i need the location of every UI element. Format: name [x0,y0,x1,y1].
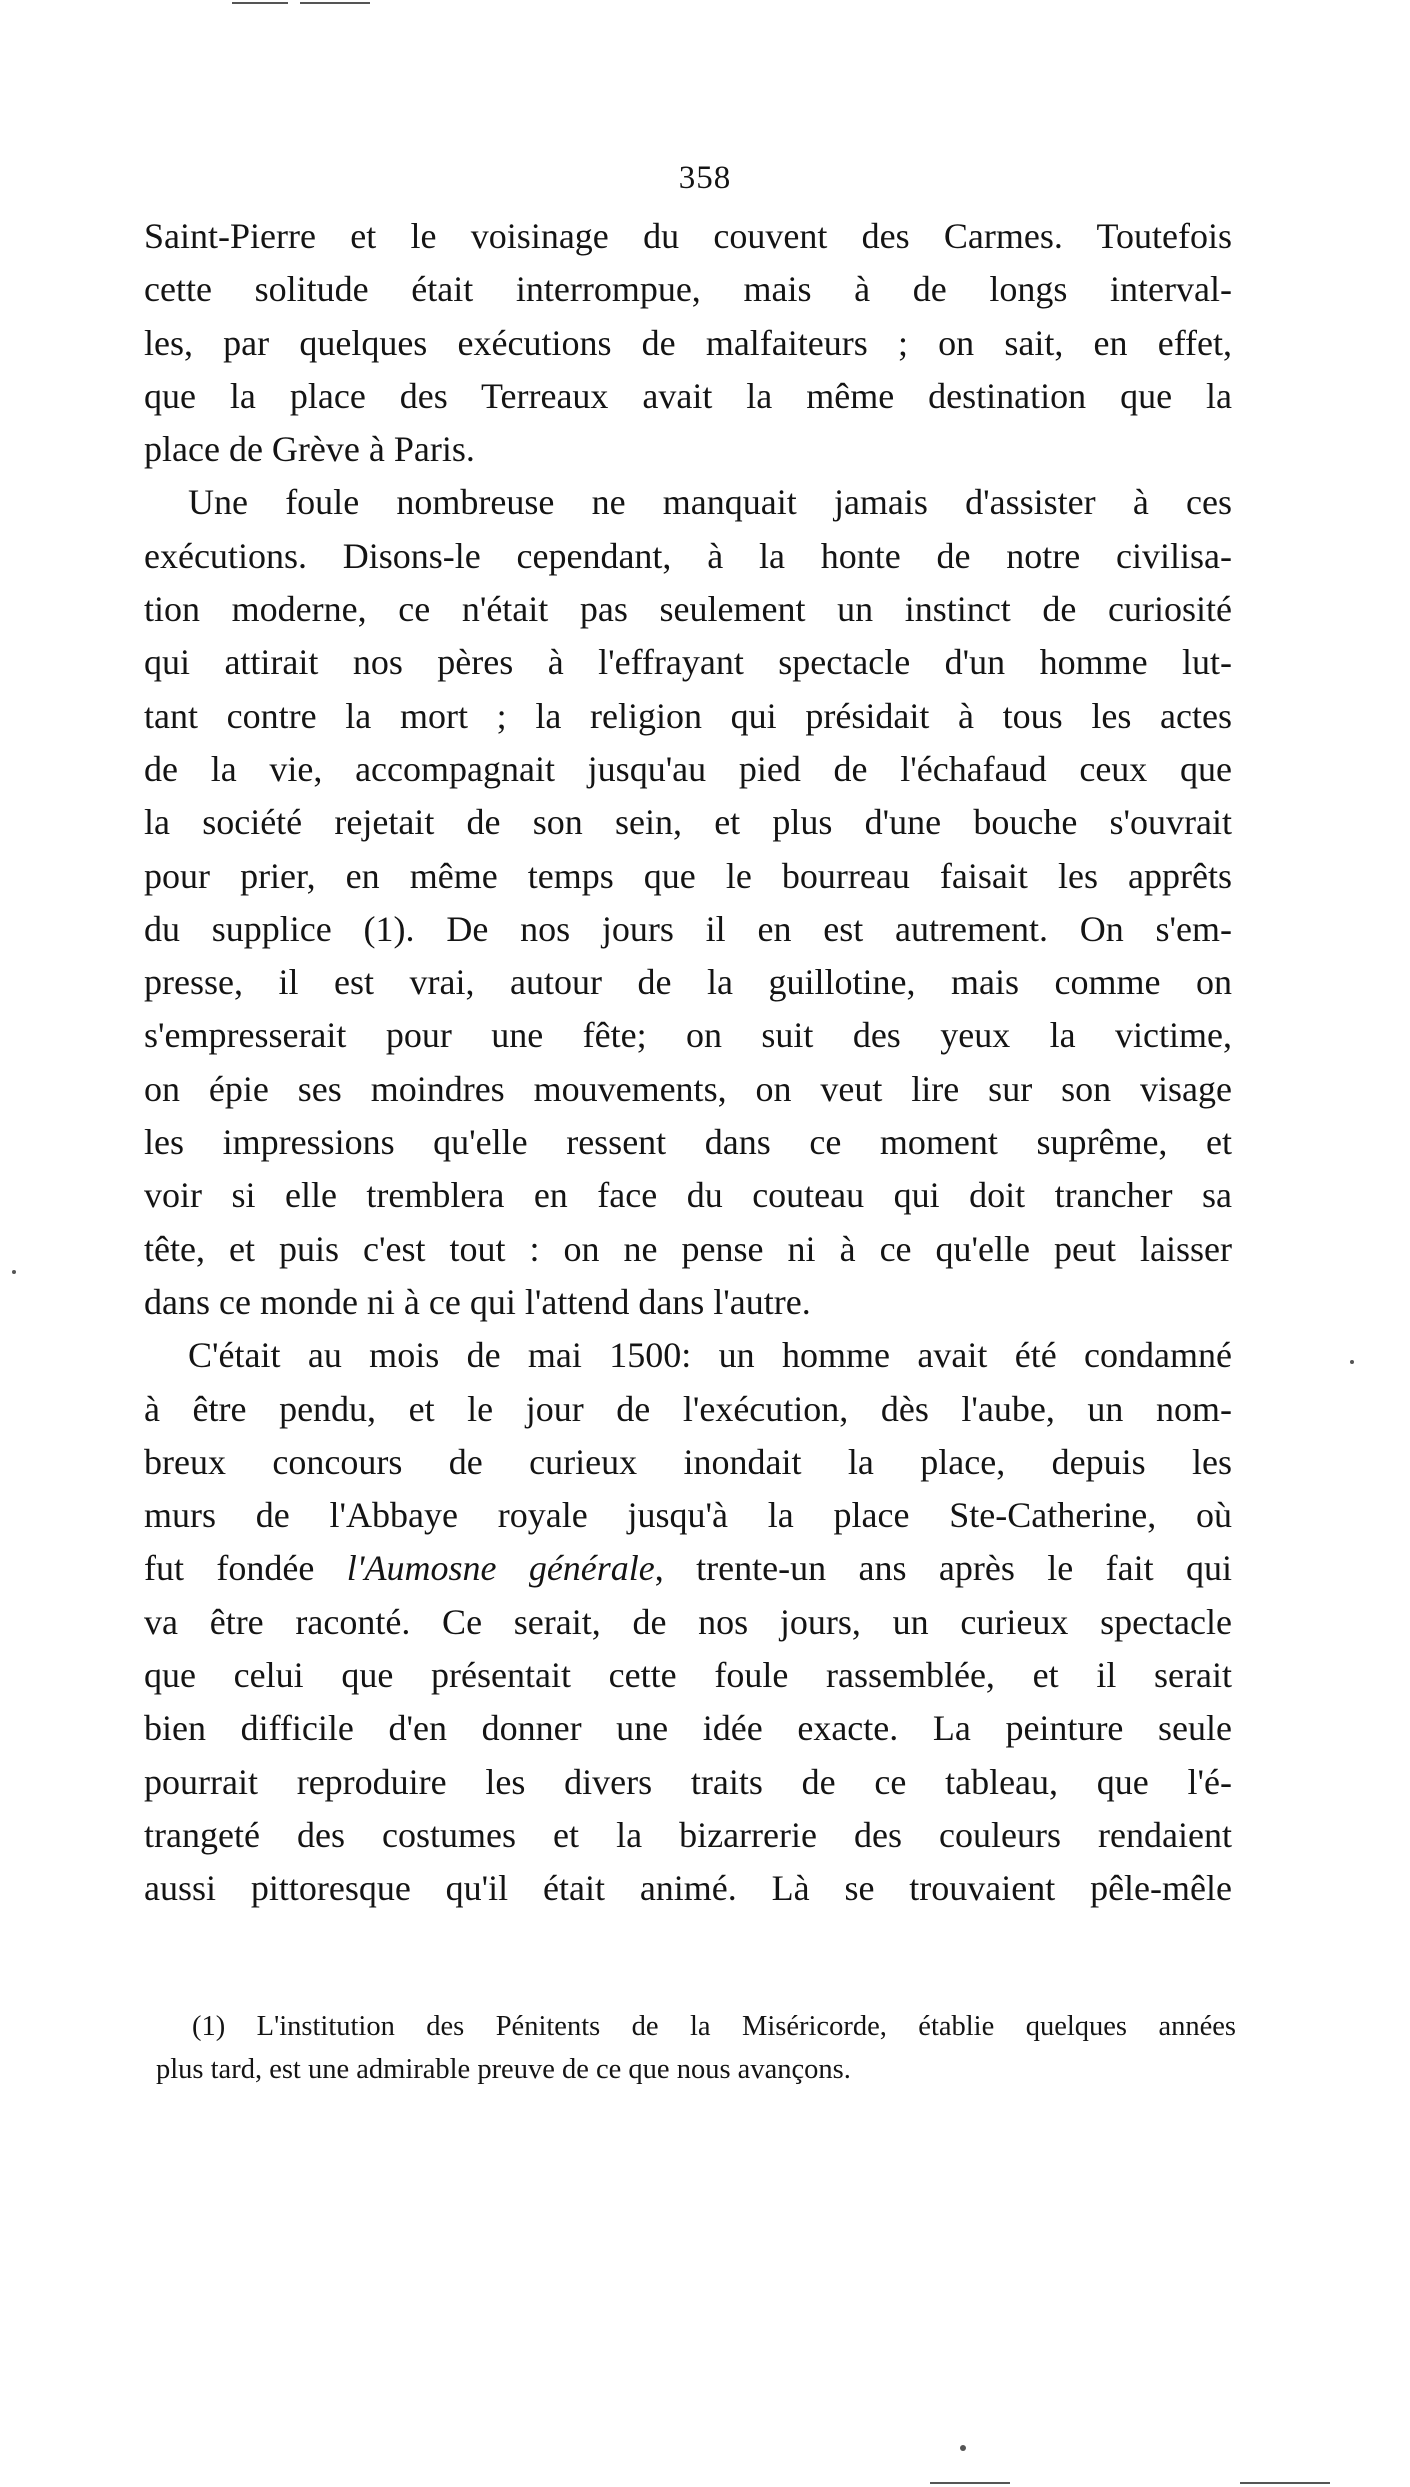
text-line: tion moderne, ce n'était pas seulement un instinct de curiosité [144,589,1232,630]
text-line: va être raconté. Ce serait, de nos jours, un curieux spectacle [144,1601,1232,1642]
text-line: presse, il est vrai, autour de la guillotine, mais comme on [144,962,1232,1003]
text-line: bien difficile d'en donner une idée exacte. La peinture seule [144,1708,1232,1749]
text-line: les impressions qu'elle ressent dans ce moment suprême, et [144,1122,1232,1163]
text-line: place de Grève à Paris. [144,429,475,470]
scan-mark [232,2,288,4]
text-line: trangeté des costumes et la bizarrerie des couleurs rendaient [144,1814,1232,1855]
text-line: pourrait reproduire les divers traits de ce tableau, que l'é- [144,1761,1232,1802]
text-line: que la place des Terreaux avait la même destination que la [144,375,1232,416]
text-line: tête, et puis c'est tout : on ne pense ni à ce qu'elle peut laisser [144,1228,1232,1269]
footnote-line: plus tard, est une admirable preuve de ce que nous avançons. [156,2054,851,2085]
text-line: s'empresserait pour une fête; on suit des yeux la victime, [144,1015,1232,1056]
text-line: dans ce monde ni à ce qui l'attend dans l'autre. [144,1281,811,1322]
text-line: voir si elle tremblera en face du couteau qui doit trancher sa [144,1175,1232,1216]
body-text [144,210,1232,1916]
text-line: du supplice (1). De nos jours il en est autrement. On s'em- [144,908,1232,949]
scan-mark [1240,2482,1330,2484]
text-segment: fut fondée [144,1548,315,1589]
text-line: à être pendu, et le jour de l'exécution, dès l'aube, un nom- [144,1388,1232,1429]
text-line: on épie ses moindres mouvements, on veut lire sur son visage [144,1068,1232,1109]
text-line: exécutions. Disons-le cependant, à la honte de notre civilisa- [144,535,1232,576]
scan-mark [300,2,370,4]
scan-mark [12,1270,16,1274]
text-line: les, par quelques exécutions de malfaiteurs ; on sait, en effet, [144,322,1232,363]
page-number: 358 [678,160,732,196]
footnote [156,2005,1236,2091]
text-line: pour prier, en même temps que le bourreau faisait les apprêts [144,855,1232,896]
text-line: tant contre la mort ; la religion qui présidait à tous les actes [144,695,1232,736]
footnote-line: (1) L'institution des Pénitents de la Miséricorde, établie quelques années [192,2011,1236,2042]
text-line [144,1542,1232,1595]
text-line: breux concours de curieux inondait la place, depuis les [144,1441,1232,1482]
scan-mark [1350,1360,1354,1364]
text-line: la société rejetait de son sein, et plus d'une bouche s'ouvrait [144,802,1232,843]
text-line: de la vie, accompagnait jusqu'au pied de l'échafaud ceux que [144,748,1232,789]
italic-title: l'Aumosne générale [346,1548,655,1589]
scan-mark [960,2445,966,2451]
text-line: que celui que présentait cette foule rassemblée, et il serait [144,1655,1232,1696]
text-line: aussi pittoresque qu'il était animé. Là se trouvaient pêle-mêle [144,1868,1232,1909]
text-line: qui attirait nos pères à l'effrayant spectacle d'un homme lut- [144,642,1232,683]
scan-mark [930,2482,1010,2484]
text-line: Une foule nombreuse ne manquait jamais d'assister à ces [188,482,1232,523]
text-line: Saint-Pierre et le voisinage du couvent des Carmes. Toutefois [144,216,1232,256]
text-line: murs de l'Abbaye royale jusqu'à la place Ste-Catherine, où [144,1495,1232,1536]
text-line: cette solitude était interrompue, mais à de longs interval- [144,269,1232,310]
text-line: C'était au mois de mai 1500: un homme avait été condamné [188,1335,1232,1376]
text-segment: , trente-un ans après le fait qui [654,1548,1233,1589]
